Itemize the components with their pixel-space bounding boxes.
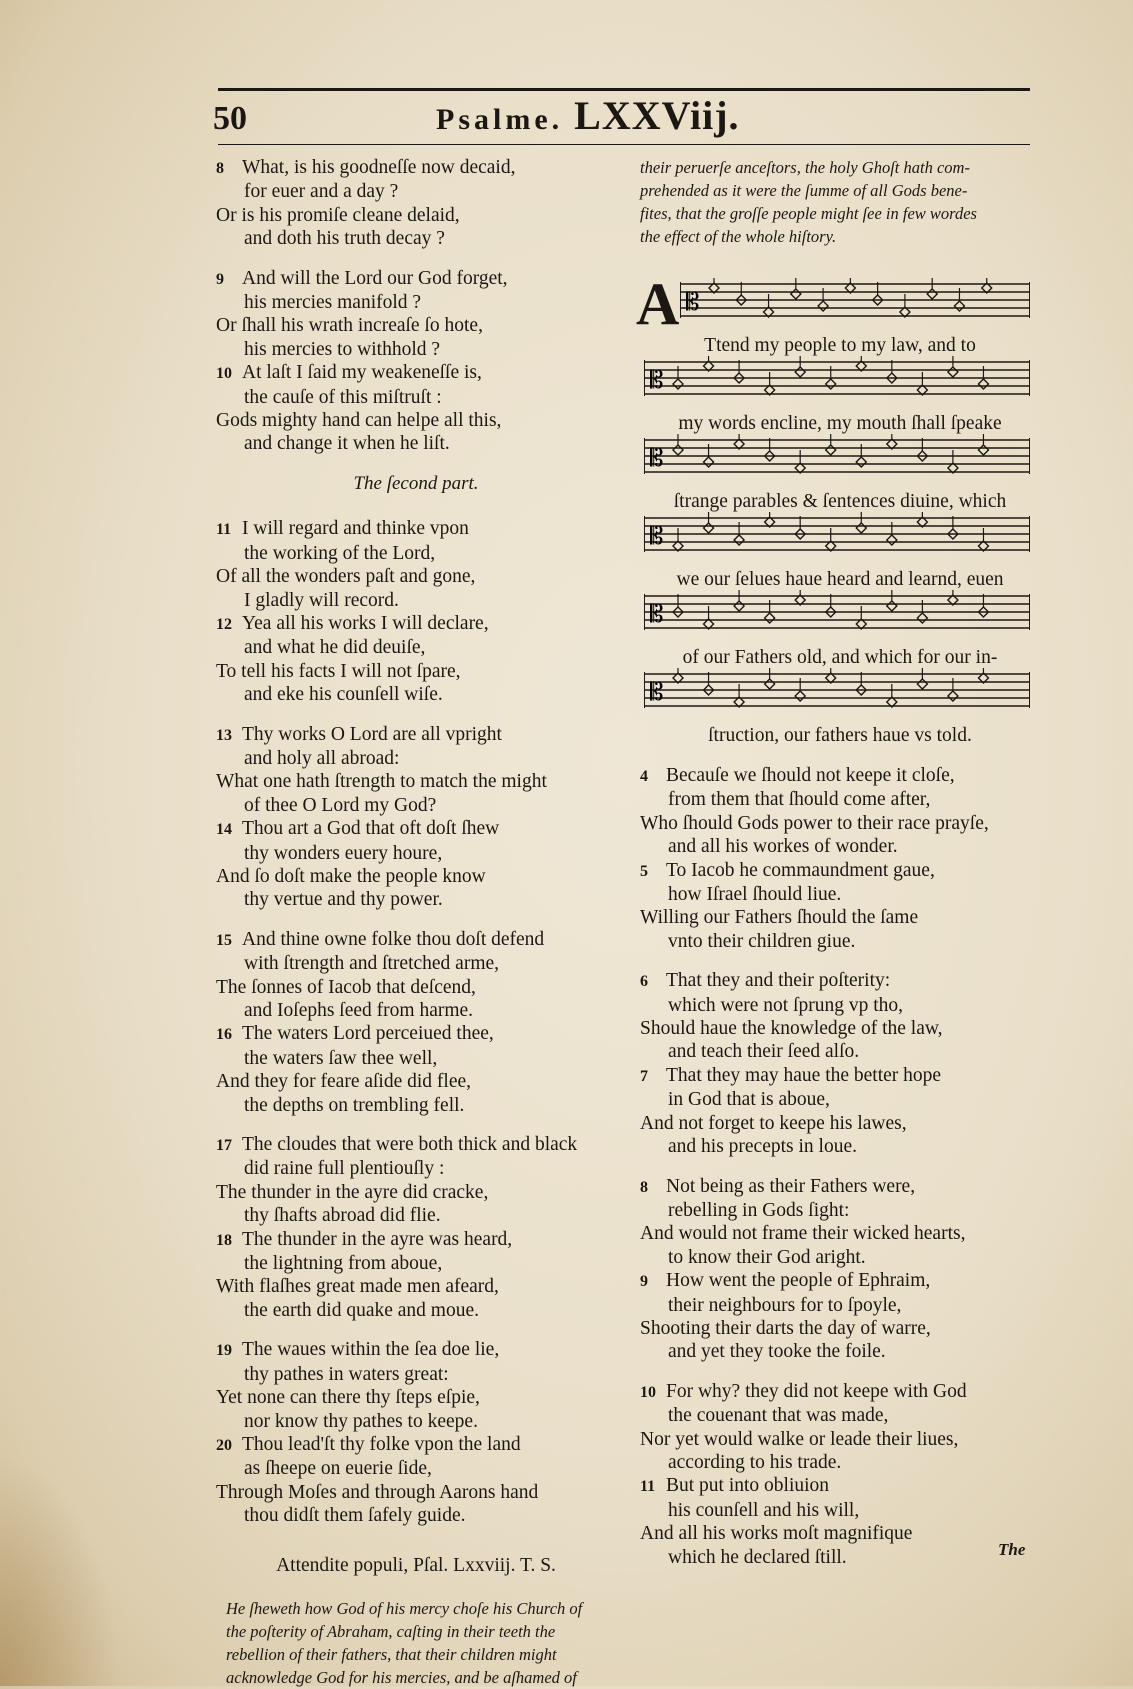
- verse-line: [216, 180, 616, 203]
- verse-number: 8: [216, 160, 224, 177]
- verse-text: That they and their poſterity:: [666, 970, 891, 992]
- stanza: [640, 859, 1050, 954]
- clef-icon: 𝄡: [650, 522, 664, 550]
- verse-line: [216, 865, 616, 888]
- note-head: [887, 601, 897, 611]
- verse-line: [216, 1386, 616, 1409]
- verse-text: the earth did quake and moue.: [244, 1299, 479, 1321]
- stanza: [640, 969, 1050, 1064]
- verse-number: 18: [216, 1231, 232, 1249]
- verse-line: [216, 1457, 616, 1480]
- verse-number: 14: [216, 821, 232, 839]
- verse-line: [216, 683, 616, 706]
- verse-text: thy ſhafts abroad did flie.: [244, 1205, 441, 1227]
- stanza: [216, 612, 616, 707]
- verse-number: 11: [640, 1478, 656, 1496]
- verse-line: [216, 1338, 616, 1362]
- verse-text: thy vertue and thy power.: [244, 889, 443, 911]
- verse-line: [640, 812, 1050, 835]
- verse-text: to know their God aright.: [668, 1246, 866, 1268]
- verse-text: I will regard and thinke vpon: [242, 518, 469, 540]
- verse-text: To tell his facts I will not ſpare,: [216, 660, 461, 682]
- verse-text: And all his works moſt magnifique: [640, 1523, 913, 1545]
- verse-text: For why? they did not keepe with God: [666, 1380, 967, 1402]
- stanza: [640, 1269, 1050, 1364]
- verse-line: [216, 660, 616, 683]
- verse-line: [216, 517, 616, 541]
- running-head: [436, 92, 740, 139]
- verse-text: With flaſhes great made men afeard,: [216, 1276, 499, 1298]
- verse-line: [216, 928, 616, 952]
- verse-line: [216, 723, 616, 747]
- stanza: [216, 723, 616, 818]
- verse-line: [216, 1410, 616, 1433]
- verse-text: and Ioſephs ſeed from harme.: [244, 1000, 474, 1021]
- verse-line: [640, 1428, 1050, 1451]
- clef-icon: 𝄡: [650, 366, 664, 394]
- verse-line: [216, 1022, 616, 1046]
- verse-line: [640, 1199, 1050, 1222]
- verse-number: 8: [640, 1178, 648, 1196]
- verse-text: The waters Lord perceiued thee,: [242, 1023, 494, 1045]
- verse-line: [216, 976, 616, 999]
- verse-line: [216, 1070, 616, 1093]
- verse-text: and change it when he liſt.: [244, 433, 450, 455]
- verse-text: Who ſhould Gods power to their race prayſe,: [640, 812, 989, 834]
- note-head: [917, 679, 927, 689]
- verse-text: Thou lead'ſt thy folke vpon the land: [242, 1433, 521, 1455]
- verse-text: And not forget to keepe his lawes,: [640, 1112, 907, 1134]
- verse-text: And ſo doſt make the people know: [216, 865, 486, 887]
- verse-line: [640, 1499, 1050, 1522]
- verse-line: [216, 1228, 616, 1252]
- stanza: [216, 517, 616, 612]
- verse-line: [216, 999, 616, 1022]
- verse-line: [216, 1157, 616, 1180]
- verse-line: [216, 565, 616, 588]
- verse-line: [640, 859, 1050, 883]
- psalm-argument: [216, 1597, 616, 1689]
- right-column: [636, 156, 1050, 1585]
- verse-text: which were not ſprung vp tho,: [668, 994, 904, 1016]
- verse-text: What, is his goodneſſe now decaid,: [242, 157, 516, 178]
- verse-text: Not being as their Fathers were,: [666, 1175, 916, 1197]
- verse-text: the waters ſaw thee well,: [244, 1047, 438, 1069]
- verse-line: [216, 1204, 616, 1227]
- note-head: [948, 691, 958, 701]
- music-lyric: of our Fathers old, and which for our in-: [682, 647, 998, 668]
- note-head: [856, 457, 866, 467]
- verse-line: [640, 1088, 1050, 1111]
- verse-text: and holy all abroad:: [244, 747, 400, 769]
- verse-line: [640, 1522, 1050, 1545]
- verse-text: Willing our Fathers ſhould the ſame: [640, 907, 919, 929]
- verse-text: Shooting their darts the day of warre,: [640, 1317, 931, 1339]
- verse-line: [216, 1252, 616, 1275]
- header-rule: [218, 144, 1030, 145]
- music-lyric: my words encline, my mouth ſhall ſpeake: [678, 413, 1002, 434]
- music-staff: [644, 668, 1030, 714]
- verse-number: 15: [216, 931, 232, 949]
- verse-line: [216, 1181, 616, 1204]
- verse-text: What one hath ſtrength to match the might: [216, 771, 547, 793]
- verse-line: [640, 1546, 1050, 1569]
- verse-line: [216, 770, 616, 793]
- verse-line: [216, 1094, 616, 1117]
- verse-line: [640, 1222, 1050, 1245]
- verse-text: with ſtrength and ſtretched arme,: [244, 953, 500, 975]
- verse-line: [216, 1275, 616, 1298]
- verse-line: [640, 883, 1050, 906]
- note-head: [856, 523, 866, 533]
- verse-line: [216, 1433, 616, 1457]
- verse-line: [640, 1135, 1050, 1158]
- verse-text: and teach their ſeed alſo.: [668, 1041, 860, 1063]
- verse-text: But put into obliuion: [666, 1475, 830, 1497]
- stanza: [216, 817, 616, 912]
- music-system: [640, 590, 1050, 668]
- verse-number: 7: [640, 1067, 648, 1085]
- music-staff: [644, 356, 1030, 402]
- verse-line: [640, 1112, 1050, 1135]
- stanza: [216, 361, 616, 456]
- verse-line: [216, 1481, 616, 1504]
- psalm-argument-continued: [640, 156, 1050, 248]
- verse-line: [216, 747, 616, 770]
- music-staff: [644, 590, 1030, 636]
- note-head: [927, 289, 937, 299]
- verse-text: The ſonnes of Iacob that deſcend,: [216, 976, 476, 998]
- verse-text: his mercies manifold ?: [244, 292, 422, 314]
- verse-line: [640, 1317, 1050, 1340]
- verse-text: And thine owne folke thou doſt defend: [242, 928, 545, 950]
- verse-number: 10: [216, 365, 232, 383]
- page-number: 50: [213, 100, 247, 137]
- catchword: The: [998, 1540, 1026, 1559]
- verse-line: [640, 906, 1050, 929]
- note-head: [765, 613, 775, 623]
- verse-text: his mercies to withhold ?: [244, 338, 441, 360]
- verse-line: [640, 930, 1050, 953]
- verse-line: [640, 1269, 1050, 1293]
- verse-text: To Iacob he commaundment gaue,: [666, 859, 935, 881]
- verse-line: [640, 764, 1050, 788]
- stanza: [216, 928, 616, 1023]
- music-lyric: ſtrange parables & ſentences diuine, which: [673, 491, 1007, 512]
- note-head: [826, 445, 836, 455]
- verse-text: according to his trade.: [668, 1451, 842, 1473]
- verse-text: Through Moſes and through Aarons hand: [216, 1481, 539, 1503]
- argument-line: the poſterity of Abraham, caſting in their teeth the: [226, 1621, 556, 1641]
- note-head: [978, 445, 988, 455]
- verse-number: 20: [216, 1436, 232, 1454]
- verse-number: 5: [640, 862, 648, 880]
- music-lyric: ſtruction, our fathers haue vs told.: [708, 725, 972, 746]
- verse-line: [216, 542, 616, 565]
- top-rule: [218, 88, 1030, 91]
- verse-text: of thee O Lord my God?: [244, 794, 437, 816]
- verse-line: [216, 361, 616, 385]
- note-head: [765, 679, 775, 689]
- clef-icon: 𝄡: [650, 444, 664, 472]
- music-system: [636, 271, 1050, 356]
- verse-text: The waues within the ſea doe lie,: [242, 1339, 500, 1361]
- stanza: [640, 1175, 1050, 1270]
- verse-line: [216, 314, 616, 337]
- verse-text: and his precepts in loue.: [668, 1136, 857, 1158]
- verse-line: [216, 612, 616, 636]
- argument-line: fites, that the groſſe people might ſee in few wordes: [640, 204, 977, 223]
- music-system: [640, 668, 1050, 746]
- verse-number: 9: [216, 270, 224, 288]
- drop-cap: A: [636, 271, 680, 337]
- verse-text: from them that ſhould come after,: [668, 789, 931, 811]
- right-stanzas: [640, 764, 1050, 1569]
- verse-text: the working of the Lord,: [244, 542, 436, 564]
- verse-line: [216, 589, 616, 612]
- verse-text: in God that is aboue,: [668, 1089, 830, 1111]
- verse-text: Should haue the knowledge of the law,: [640, 1018, 943, 1040]
- verse-text: and all his workes of wonder.: [668, 836, 898, 858]
- music-system: [640, 356, 1050, 434]
- note-head: [917, 613, 927, 623]
- verse-line: [640, 994, 1050, 1017]
- verse-text: At laſt I ſaid my weakeneſſe is,: [242, 362, 482, 384]
- verse-text: did raine full plentiouſly :: [244, 1158, 445, 1180]
- verse-number: 6: [640, 973, 648, 991]
- verse-text: the lightning from aboue,: [244, 1253, 443, 1275]
- music-staff: [644, 512, 1030, 558]
- verse-line: [640, 1451, 1050, 1474]
- stanza: [216, 1022, 616, 1117]
- music-staff: [644, 434, 1030, 480]
- verse-line: [216, 1363, 616, 1386]
- verse-text: Or is his promiſe cleane delaid,: [216, 204, 460, 226]
- clef-icon: 𝄡: [650, 600, 664, 628]
- verse-line: [640, 1294, 1050, 1317]
- verse-line: [640, 1017, 1050, 1040]
- verse-text: the depths on trembling fell.: [244, 1094, 465, 1116]
- verse-text: Gods mighty hand can helpe all this,: [216, 410, 502, 432]
- verse-text: the cauſe of this miſtruſt :: [244, 386, 442, 408]
- note-head: [791, 289, 801, 299]
- note-head: [704, 523, 714, 533]
- music-lyric: we our ſelues haue heard and learnd, euen: [676, 569, 1004, 590]
- psalm-tune-title: Attendite populi, Pſal. Lxxviij. T. S.: [276, 1554, 556, 1576]
- argument-line: the effect of the whole hiſtory.: [640, 227, 837, 246]
- verse-line: [216, 1133, 616, 1157]
- music-lyric: Ttend my people to my law, and to: [704, 335, 976, 356]
- verse-line: [216, 817, 616, 841]
- verse-number: 10: [640, 1383, 656, 1401]
- verse-line: [216, 794, 616, 817]
- stanza: [216, 1338, 616, 1433]
- verse-text: and yet they tooke the foile.: [668, 1341, 886, 1363]
- verse-line: [640, 1380, 1050, 1404]
- music-system: [640, 434, 1050, 512]
- verse-line: [216, 156, 616, 180]
- verse-text: And would not frame their wicked hearts,: [640, 1223, 966, 1245]
- left-column: [216, 156, 616, 1689]
- verse-line: [216, 1047, 616, 1070]
- note-head: [948, 367, 958, 377]
- verse-text: thou didſt them ſafely guide.: [244, 1505, 466, 1527]
- verse-text: and doth his truth decay ?: [244, 228, 445, 250]
- note-head: [954, 301, 964, 311]
- stanza: [216, 1433, 616, 1528]
- note-head: [734, 535, 744, 545]
- music-system: [640, 512, 1050, 590]
- note-head: [704, 457, 714, 467]
- note-head: [826, 379, 836, 389]
- stanza: [216, 1228, 616, 1323]
- stanza: [216, 156, 616, 251]
- verse-line: [216, 386, 616, 409]
- verse-line: [640, 1175, 1050, 1199]
- running-head-number: LXXViij.: [574, 93, 740, 138]
- verse-line: [216, 952, 616, 975]
- verse-text: Yet none can there thy ſteps eſpie,: [216, 1387, 480, 1409]
- verse-text: The cloudes that were both thick and black: [242, 1134, 578, 1156]
- verse-line: [216, 267, 616, 291]
- verse-number: 9: [640, 1273, 648, 1291]
- verse-line: [216, 409, 616, 432]
- verse-text: how Iſrael ſhould liue.: [668, 884, 842, 906]
- note-head: [795, 691, 805, 701]
- verse-line: [640, 1064, 1050, 1088]
- verse-line: [216, 842, 616, 865]
- note-head: [887, 535, 897, 545]
- verse-number: 13: [216, 726, 232, 744]
- verse-text: and what he did deuiſe,: [244, 637, 426, 659]
- stanza: [216, 267, 616, 362]
- verse-line: [216, 204, 616, 227]
- verse-line: [216, 432, 616, 455]
- verse-text: their neighbours for to ſpoyle,: [668, 1294, 902, 1316]
- verse-text: Thou art a God that oft doſt ſhew: [242, 818, 500, 840]
- note-head: [734, 601, 744, 611]
- verse-text: and eke his counſell wiſe.: [244, 684, 443, 706]
- verse-text: The thunder in the ayre did cracke,: [216, 1181, 489, 1203]
- verse-text: Nor yet would walke or leade their liues,: [640, 1428, 959, 1450]
- verse-text: nor know thy pathes to keepe.: [244, 1410, 478, 1432]
- verse-text: the couenant that was made,: [668, 1405, 889, 1427]
- verse-line: [216, 1299, 616, 1322]
- verse-text: for euer and a day ?: [244, 181, 399, 203]
- argument-line: prehended as it were the ſumme of all Gods bene-: [640, 181, 968, 200]
- verse-text: The thunder in the ayre was heard,: [242, 1228, 513, 1250]
- verse-number: 19: [216, 1342, 232, 1360]
- verse-text: his counſell and his will,: [668, 1499, 860, 1521]
- verse-text: thy pathes in waters great:: [244, 1363, 449, 1385]
- verse-text: Yea all his works I will declare,: [242, 612, 489, 634]
- clef-icon: 𝄡: [650, 678, 664, 706]
- verse-line: [640, 969, 1050, 993]
- argument-line: He ſheweth how God of his mercy choſe his Church of: [226, 1598, 583, 1618]
- verse-text: Or ſhall his wrath increaſe ſo hote,: [216, 315, 483, 337]
- verse-line: [640, 1404, 1050, 1427]
- verse-text: How went the people of Ephraim,: [666, 1270, 931, 1292]
- verse-text: thy wonders euery houre,: [244, 842, 443, 864]
- stanza: [640, 1474, 1050, 1569]
- verse-line: [216, 888, 616, 911]
- verse-text: rebelling in Gods ſight:: [668, 1199, 850, 1221]
- note-head: [978, 379, 988, 389]
- stanza: [640, 764, 1050, 859]
- edge-stain: [0, 1456, 120, 1686]
- verse-text: And will the Lord our God forget,: [242, 267, 508, 289]
- section-heading: The ſecond part.: [353, 472, 479, 494]
- argument-line: acknowledge God for his mercies, and be aſhamed of: [226, 1667, 577, 1687]
- verse-line: [640, 1246, 1050, 1269]
- verse-number: 12: [216, 615, 232, 633]
- verse-line: [216, 636, 616, 659]
- stanza: [640, 1380, 1050, 1475]
- left-stanzas-part-one: [216, 156, 616, 456]
- verse-line: [640, 788, 1050, 811]
- left-stanzas-part-two: [216, 517, 616, 1527]
- verse-text: Becauſe we ſhould not keepe it cloſe,: [666, 765, 955, 786]
- verse-text: And they for feare aſide did flee,: [216, 1071, 472, 1093]
- verse-number: 16: [216, 1026, 232, 1044]
- verse-number: 17: [216, 1137, 232, 1155]
- verse-text: vnto their children giue.: [668, 930, 856, 952]
- music-notation: [636, 271, 1050, 746]
- argument-line: their peruerſe anceſtors, the holy Ghoſt hath com-: [640, 158, 970, 177]
- verse-line: [216, 291, 616, 314]
- verse-line: [640, 1040, 1050, 1063]
- note-head: [673, 379, 683, 389]
- verse-number: 4: [640, 768, 648, 785]
- verse-text: as ſheepe on euerie ſide,: [244, 1458, 432, 1480]
- verse-text: Of all the wonders paſt and gone,: [216, 566, 476, 588]
- note-head: [673, 445, 683, 455]
- verse-text: Thy works O Lord are all vpright: [242, 723, 502, 745]
- note-head: [818, 301, 828, 311]
- verse-line: [216, 227, 616, 250]
- verse-line: [216, 338, 616, 361]
- music-staff: [680, 278, 1030, 324]
- argument-line: rebellion of their fathers, that their children might: [226, 1644, 557, 1664]
- clef-icon: 𝄡: [686, 288, 700, 316]
- note-head: [795, 367, 805, 377]
- running-head-psalme: Psalme.: [436, 103, 564, 136]
- verse-line: [640, 1340, 1050, 1363]
- verse-number: 11: [216, 521, 232, 539]
- verse-text: That they may haue the better hope: [666, 1064, 942, 1086]
- stanza: [216, 1133, 616, 1228]
- stanza: [640, 1064, 1050, 1159]
- verse-text: I gladly will record.: [244, 589, 399, 611]
- verse-line: [216, 1504, 616, 1527]
- verse-line: [640, 835, 1050, 858]
- verse-text: which he declared ſtill.: [668, 1546, 847, 1568]
- verse-line: [640, 1474, 1050, 1498]
